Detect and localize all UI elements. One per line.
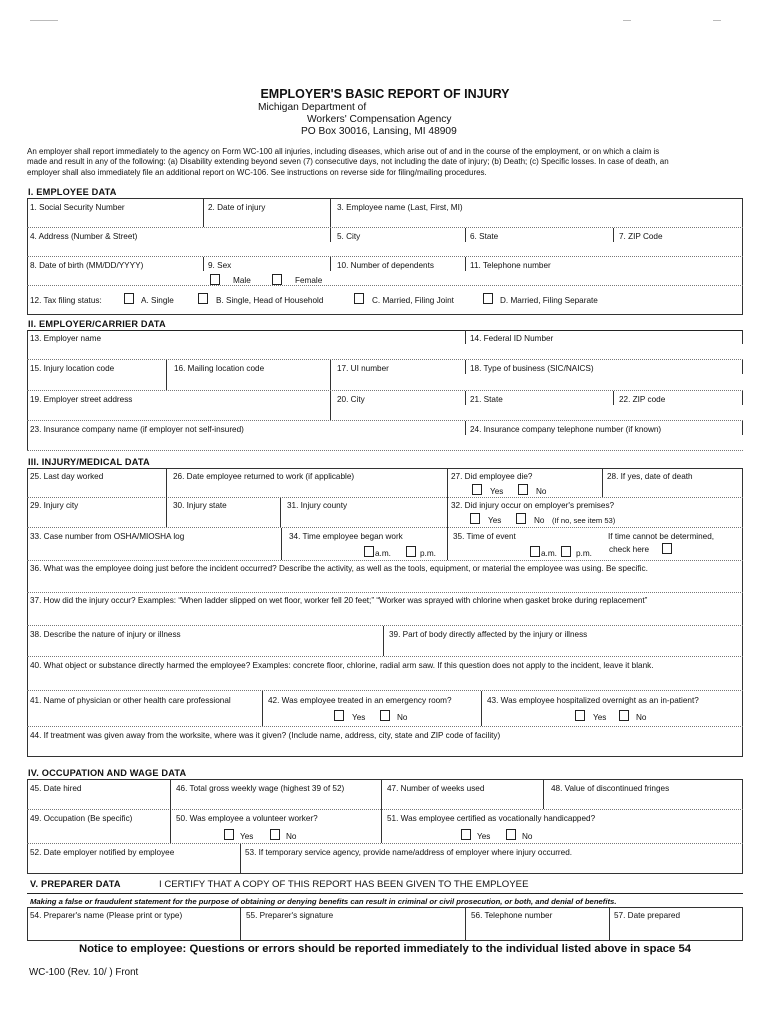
field-44-label: 44. If treatment was given away from the worksite, where was it given? (Include name, address, city, state and ZIP code of facility) [30,731,501,740]
field-56-label: 56. Telephone number [471,911,553,920]
event-pm-checkbox[interactable] [561,546,571,557]
field-27-label: 27. Did employee die? [451,472,533,481]
status-a-checkbox[interactable] [124,293,134,304]
sex-female-label: Female [295,276,323,285]
field-21-label: 21. State [470,395,503,404]
field-22-label: 22. ZIP code [619,395,666,404]
field-43-label: 43. Was employee hospitalized overnight as an in-patient? [487,696,699,705]
section-employer-data: II. EMPLOYER/CARRIER DATA [28,319,166,329]
er-yes-checkbox[interactable] [334,710,344,721]
status-b-label: B. Single, Head of Household [216,296,324,305]
field-52-label: 52. Date employer notified by employee [30,848,175,857]
agency-line-3: PO Box 30016, Lansing, MI 48909 [301,126,457,137]
field-53-label: 53. If temporary service agency, provide name/address of employer where injury occurred. [245,848,573,857]
event-am-label: a.m. [541,549,557,558]
sex-male-label: Male [233,276,251,285]
field-28-label: 28. If yes, date of death [607,472,693,481]
sex-male-checkbox[interactable] [210,274,220,285]
field-9-label: 9. Sex [208,261,232,270]
field-10-label: 10. Number of dependents [337,261,434,270]
field-26-label: 26. Date employee returned to work (if applicable) [173,472,355,481]
field-15-label: 15. Injury location code [30,364,115,373]
field-24-label: 24. Insurance company telephone number (if known) [470,425,662,434]
inpatient-no-checkbox[interactable] [619,710,629,721]
field-36-label: 36. What was the employee doing just before the incident occurred? Describe the activity, as well as the tools, equipment, or material the employee was using. Be specific. [30,564,648,573]
field-57-label: 57. Date prepared [614,911,680,920]
field-30-label: 30. Injury state [173,501,227,510]
field-45-label: 45. Date hired [30,784,82,793]
section-preparer-data: V. PREPARER DATA [30,879,121,889]
field-25-label: 25. Last day worked [30,472,104,481]
field-46-label: 46. Total gross weekly wage (highest 39 of 52) [176,784,345,793]
certify-statement: I CERTIFY THAT A COPY OF THIS REPORT HAS BEEN GIVEN TO THE EMPLOYEE [159,879,529,890]
check-here-label: check here [609,545,650,554]
field-2-label: 2. Date of injury [208,203,266,212]
handicapped-no-label: No [522,832,533,841]
field-42-label: 42. Was employee treated in an emergency room? [268,696,452,705]
status-a-label: A. Single [141,296,174,305]
section-occupation-data: IV. OCCUPATION AND WAGE DATA [28,768,187,778]
field-7-label: 7. ZIP Code [619,232,663,241]
died-yes-label: Yes [490,487,504,496]
agency-line-1: Michigan Department of [258,102,367,113]
volunteer-yes-label: Yes [240,832,254,841]
event-am-checkbox[interactable] [530,546,540,557]
field-50-label: 50. Was employee a volunteer worker? [176,814,318,823]
field-1-label: 1. Social Security Number [30,203,125,212]
section-employee-data: I. EMPLOYEE DATA [28,187,117,197]
field-32-label: 32. Did injury occur on employer's premises? [451,501,615,510]
began-am-checkbox[interactable] [364,546,374,557]
form-title: EMPLOYER'S BASIC REPORT OF INJURY [260,87,510,101]
scan-mark [623,20,631,21]
inpatient-no-label: No [636,713,647,722]
field-39-label: 39. Part of body directly affected by the injury or illness [389,630,588,639]
field-12-label: 12. Tax filing status: [30,296,102,305]
status-c-label: C. Married, Filing Joint [372,296,454,305]
premises-no-checkbox[interactable] [516,513,526,524]
field-3-label: 3. Employee name (Last, First, MI) [337,203,463,212]
volunteer-yes-checkbox[interactable] [224,829,234,840]
field-13-label: 13. Employer name [30,334,101,343]
field-14-label: 14. Federal ID Number [470,334,554,343]
undetermined-label: If time cannot be determined, [608,532,715,541]
field-34-label: 34. Time employee began work [289,532,403,541]
intro-paragraph: An employer shall report immediately to the agency on Form WC-100 all injuries, including diseases, which arise out of and in the course of the employment, or on which a claim is made and result in any of the following: (a) Disability extending beyond seven (7) consecutive days, not including the date of injury; (b) Death; (c) Specific losses. In case of death, an employer shall also immediately file an additional report on WC-106. See instructions on reverse side for filing/mailing procedures. [27,147,669,177]
field-55-label: 55. Preparer's signature [246,911,334,920]
premises-yes-checkbox[interactable] [470,513,480,524]
began-pm-label: p.m. [420,549,436,558]
field-33-label: 33. Case number from OSHA/MIOSHA log [30,532,185,541]
status-d-label: D. Married, Filing Separate [500,296,598,305]
died-no-label: No [536,487,547,496]
volunteer-no-label: No [286,832,297,841]
died-yes-checkbox[interactable] [472,484,482,495]
field-11-label: 11. Telephone number [470,261,551,270]
field-18-label: 18. Type of business (SIC/NAICS) [470,364,594,373]
section-rule [27,330,743,331]
premises-yes-label: Yes [488,516,502,525]
field-23-label: 23. Insurance company name (if employer not self-insured) [30,425,244,434]
field-54-label: 54. Preparer's name (Please print or type) [30,911,183,920]
field-40-label: 40. What object or substance directly harmed the employee? Examples: concrete floor, chlorine, radial arm saw. If this question does not apply to the incident, leave it blank. [30,661,654,670]
field-8-label: 8. Date of birth (MM/DD/YYYY) [30,261,144,270]
agency-line-2: Workers' Compensation Agency [307,114,452,125]
sex-female-checkbox[interactable] [272,274,282,285]
scan-mark [30,20,58,21]
section-rule [27,893,743,894]
scan-mark [713,20,721,21]
began-am-label: a.m. [375,549,391,558]
field-16-label: 16. Mailing location code [174,364,265,373]
handicapped-yes-checkbox[interactable] [461,829,471,840]
handicapped-no-checkbox[interactable] [506,829,516,840]
field-35-label: 35. Time of event [453,532,516,541]
field-37-label: 37. How did the injury occur? Examples: “When ladder slipped on wet floor, worker fell 20 feet;” “Worker was sprayed with chlorine when gasket broke during replacement” [30,596,648,605]
form-number: WC-100 (Rev. 10/ ) Front [29,967,139,978]
field-51-label: 51. Was employee certified as vocationally handicapped? [387,814,596,823]
died-no-checkbox[interactable] [518,484,528,495]
field-31-label: 31. Injury county [287,501,348,510]
er-yes-label: Yes [352,713,366,722]
er-no-checkbox[interactable] [380,710,390,721]
field-20-label: 20. City [337,395,365,404]
status-d-checkbox[interactable] [483,293,493,304]
field-48-label: 48. Value of discontinued fringes [551,784,670,793]
inpatient-yes-label: Yes [593,713,607,722]
field-6-label: 6. State [470,232,499,241]
fraud-warning: Making a false or fraudulent statement for the purpose of obtaining or denying benefits can result in criminal or civil prosecution, or both, and denial of benefits. [30,897,617,906]
status-b-checkbox[interactable] [198,293,208,304]
premises-no-label: No [534,516,545,525]
field-49-label: 49. Occupation (Be specific) [30,814,133,823]
began-pm-checkbox[interactable] [406,546,416,557]
premises-no-note: (If no, see item 53) [552,516,616,525]
field-5-label: 5. City [337,232,361,241]
section-injury-data: III. INJURY/MEDICAL DATA [28,457,150,467]
handicapped-yes-label: Yes [477,832,491,841]
notice-to-employee: Notice to employee: Questions or errors should be reported immediately to the individual listed above in space 54 [78,943,692,955]
field-29-label: 29. Injury city [30,501,79,510]
volunteer-no-checkbox[interactable] [270,829,280,840]
undetermined-checkbox[interactable] [662,543,672,554]
inpatient-yes-checkbox[interactable] [575,710,585,721]
field-4-label: 4. Address (Number & Street) [30,232,138,241]
field-38-label: 38. Describe the nature of injury or illness [30,630,181,639]
event-pm-label: p.m. [576,549,592,558]
field-47-label: 47. Number of weeks used [387,784,485,793]
status-c-checkbox[interactable] [354,293,364,304]
field-19-label: 19. Employer street address [30,395,133,404]
field-41-label: 41. Name of physician or other health care professional [30,696,231,705]
er-no-label: No [397,713,408,722]
field-17-label: 17. UI number [337,364,389,373]
